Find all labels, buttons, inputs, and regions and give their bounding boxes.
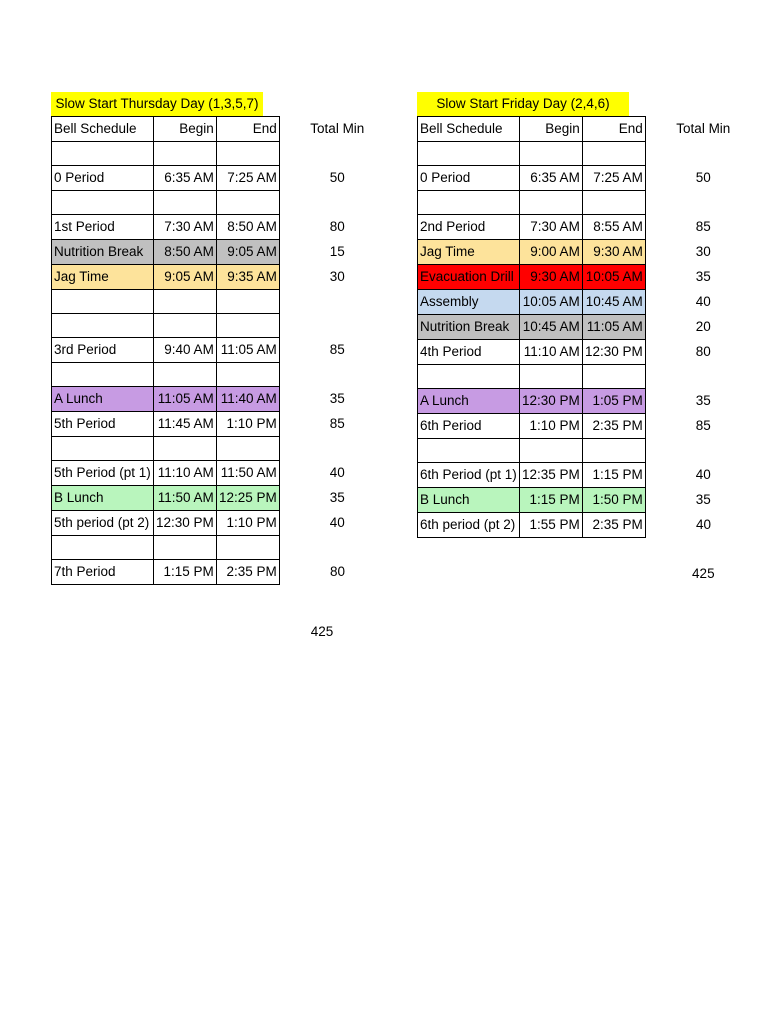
begin-time-cell: 6:35 AM — [153, 166, 216, 191]
begin-time-cell: 7:30 AM — [519, 215, 582, 240]
begin-time-cell: 6:35 AM — [519, 166, 582, 191]
end-time-cell: 1:50 PM — [582, 488, 645, 513]
table-row — [52, 486, 396, 511]
bell-period-cell — [418, 191, 520, 215]
table-row — [52, 215, 396, 240]
total-min-cell: 35 — [329, 490, 345, 505]
end-time-cell: 8:50 AM — [216, 215, 279, 240]
end-time-cell: 7:25 AM — [216, 166, 279, 191]
total-min-cell — [645, 365, 761, 389]
table-row — [52, 166, 396, 191]
bell-period-cell: B Lunch — [52, 486, 154, 511]
end-time-cell — [582, 365, 645, 389]
end-time-cell — [216, 191, 279, 215]
bell-period-cell: 0 Period — [418, 166, 520, 191]
end-time-cell — [582, 562, 645, 586]
end-time-cell: 1:15 PM — [582, 463, 645, 488]
bell-period-cell — [52, 142, 154, 166]
bell-period-cell — [418, 562, 520, 586]
end-time-cell: 10:45 AM — [582, 290, 645, 315]
end-time-cell: 1:10 PM — [216, 511, 279, 536]
table-row — [52, 412, 396, 437]
total-min-cell: 85 — [695, 418, 711, 433]
table-row — [52, 290, 396, 314]
table-row — [418, 240, 762, 265]
begin-time-cell: 9:30 AM — [519, 265, 582, 290]
table-row — [52, 511, 396, 536]
table-row — [418, 215, 762, 240]
end-time-cell: 12:30 PM — [582, 340, 645, 365]
total-min-cell: 35 — [695, 492, 711, 507]
begin-time-cell: 11:05 AM — [153, 387, 216, 412]
end-time-cell: 2:35 PM — [582, 513, 645, 538]
begin-time-cell: 12:30 PM — [153, 511, 216, 536]
total-min-cell: 40 — [329, 515, 345, 530]
bell-period-cell — [52, 290, 154, 314]
bell-period-cell: 2nd Period — [418, 215, 520, 240]
end-time-cell — [216, 290, 279, 314]
table-row — [52, 536, 396, 560]
table-header-row — [418, 117, 762, 142]
bell-period-cell: 4th Period — [418, 340, 520, 365]
begin-time-cell: 11:10 AM — [519, 340, 582, 365]
table-row — [418, 439, 762, 463]
begin-time-cell: 11:45 AM — [153, 412, 216, 437]
end-time-cell — [216, 536, 279, 560]
begin-time-cell — [153, 290, 216, 314]
bell-period-cell: 6th Period — [418, 414, 520, 439]
begin-time-cell: 10:45 AM — [519, 315, 582, 340]
total-min-cell: 20 — [695, 319, 711, 334]
bell-period-cell — [52, 314, 154, 338]
total-min-cell — [645, 191, 761, 215]
bell-period-cell: B Lunch — [418, 488, 520, 513]
end-time-cell — [216, 363, 279, 387]
bell-period-cell — [52, 191, 154, 215]
total-min-cell: 80 — [329, 219, 345, 234]
end-time-cell — [216, 142, 279, 166]
begin-time-cell: 12:35 PM — [519, 463, 582, 488]
begin-time-cell — [153, 437, 216, 461]
total-min-cell: 85 — [329, 416, 345, 431]
table-row — [52, 191, 396, 215]
table-row — [52, 142, 396, 166]
end-time-cell: 11:05 AM — [582, 315, 645, 340]
bell-period-cell — [418, 538, 520, 562]
begin-time-cell: 1:55 PM — [519, 513, 582, 538]
begin-time-cell: 9:05 AM — [153, 265, 216, 290]
bell-period-cell: Evacuation Drill — [418, 265, 520, 290]
begin-time-cell: 1:15 PM — [153, 560, 216, 585]
bell-period-cell — [52, 536, 154, 560]
bell-period-cell: 5th Period — [52, 412, 154, 437]
table-row — [52, 265, 396, 290]
bell-period-cell: 7th Period — [52, 560, 154, 585]
table-header-row — [52, 117, 396, 142]
total-min-cell: 50 — [329, 170, 345, 185]
table-row — [418, 488, 762, 513]
total-min-cell — [645, 439, 761, 463]
end-time-cell — [582, 142, 645, 166]
bell-period-cell — [418, 365, 520, 389]
friday-schedule — [417, 92, 762, 586]
end-time-cell: 8:55 AM — [582, 215, 645, 240]
total-min-cell: 80 — [330, 564, 346, 579]
begin-time-cell: 9:00 AM — [519, 240, 582, 265]
total-min-cell: 40 — [329, 465, 345, 480]
begin-time-cell — [153, 191, 216, 215]
begin-time-cell — [153, 314, 216, 338]
table-row — [418, 389, 762, 414]
end-time-cell — [216, 314, 279, 338]
begin-time-cell: 11:10 AM — [153, 461, 216, 486]
bell-period-cell — [418, 142, 520, 166]
end-time-cell: 12:25 PM — [216, 486, 279, 511]
bell-period-cell: 1st Period — [52, 215, 154, 240]
bell-period-cell: A Lunch — [52, 387, 154, 412]
end-time-cell: 11:05 AM — [216, 338, 279, 363]
total-min-cell: 80 — [695, 344, 711, 359]
begin-time-cell — [519, 538, 582, 562]
table-row — [418, 365, 762, 389]
header-total-min: Total Min — [676, 121, 731, 136]
bell-period-cell: Jag Time — [52, 265, 154, 290]
total-min-cell — [279, 142, 395, 166]
end-time-cell: 9:30 AM — [582, 240, 645, 265]
end-time-cell — [582, 538, 645, 562]
begin-time-cell — [519, 365, 582, 389]
header-end: End — [582, 117, 645, 142]
header-bell-schedule: Bell Schedule — [52, 117, 154, 142]
total-min-cell — [279, 290, 395, 314]
total-min-cell: 40 — [695, 294, 711, 309]
total-min-cell: 85 — [329, 342, 345, 357]
end-time-cell: 9:05 AM — [216, 240, 279, 265]
bell-period-cell: A Lunch — [418, 389, 520, 414]
table-row — [52, 240, 396, 265]
header-total-min: Total Min — [310, 121, 365, 136]
begin-time-cell — [519, 191, 582, 215]
begin-time-cell: 7:30 AM — [153, 215, 216, 240]
end-time-cell: 1:05 PM — [582, 389, 645, 414]
begin-time-cell — [519, 562, 582, 586]
total-min-cell: 50 — [695, 170, 711, 185]
end-time-cell: 10:05 AM — [582, 265, 645, 290]
begin-time-cell — [153, 363, 216, 387]
bell-period-cell — [418, 439, 520, 463]
friday-title: Slow Start Friday Day (2,4,6) — [417, 92, 629, 116]
table-row — [52, 461, 396, 486]
thursday-grand-total: 425 — [310, 624, 334, 639]
total-min-cell: 425 — [692, 565, 715, 581]
table-row — [418, 166, 762, 191]
total-min-cell: 35 — [329, 391, 345, 406]
table-row — [52, 437, 396, 461]
end-time-cell: 9:35 AM — [216, 265, 279, 290]
total-min-cell: 35 — [695, 269, 711, 284]
end-time-cell: 2:35 PM — [216, 560, 279, 585]
thursday-table — [51, 116, 396, 585]
table-row — [52, 387, 396, 412]
begin-time-cell: 1:15 PM — [519, 488, 582, 513]
begin-time-cell: 1:10 PM — [519, 414, 582, 439]
thursday-title: Slow Start Thursday Day (1,3,5,7) — [51, 92, 263, 116]
total-min-cell — [279, 437, 395, 461]
bell-period-cell: Nutrition Break — [52, 240, 154, 265]
bell-period-cell: 6th period (pt 2) — [418, 513, 520, 538]
begin-time-cell: 9:40 AM — [153, 338, 216, 363]
total-min-cell: 40 — [695, 467, 711, 482]
table-row — [52, 363, 396, 387]
table-row — [52, 560, 396, 585]
begin-time-cell: 11:50 AM — [153, 486, 216, 511]
begin-time-cell — [519, 439, 582, 463]
table-row — [52, 338, 396, 363]
table-row — [418, 265, 762, 290]
total-min-cell: 30 — [695, 244, 711, 259]
total-min-cell — [279, 314, 395, 338]
bell-period-cell — [52, 437, 154, 461]
bell-period-cell: 6th Period (pt 1) — [418, 463, 520, 488]
table-row — [418, 191, 762, 215]
end-time-cell: 7:25 AM — [582, 166, 645, 191]
table-row — [418, 562, 762, 586]
total-min-cell: 35 — [695, 393, 711, 408]
bell-period-cell: Assembly — [418, 290, 520, 315]
begin-time-cell: 10:05 AM — [519, 290, 582, 315]
total-min-cell: 85 — [695, 219, 711, 234]
begin-time-cell — [153, 536, 216, 560]
end-time-cell: 11:50 AM — [216, 461, 279, 486]
header-bell-schedule: Bell Schedule — [418, 117, 520, 142]
end-time-cell: 2:35 PM — [582, 414, 645, 439]
bell-period-cell: 5th Period (pt 1) — [52, 461, 154, 486]
table-row — [418, 142, 762, 166]
total-min-cell — [645, 142, 761, 166]
total-min-cell — [279, 363, 395, 387]
header-end: End — [216, 117, 279, 142]
bell-period-cell: Jag Time — [418, 240, 520, 265]
total-min-cell — [279, 191, 395, 215]
total-min-cell — [645, 538, 761, 562]
begin-time-cell — [153, 142, 216, 166]
end-time-cell — [216, 437, 279, 461]
end-time-cell: 1:10 PM — [216, 412, 279, 437]
table-row — [418, 340, 762, 365]
thursday-schedule — [51, 92, 396, 585]
end-time-cell — [582, 439, 645, 463]
bell-period-cell: 3rd Period — [52, 338, 154, 363]
table-row — [418, 513, 762, 538]
bell-period-cell: Nutrition Break — [418, 315, 520, 340]
total-min-cell: 30 — [329, 269, 345, 284]
friday-table — [417, 116, 762, 586]
total-min-cell: 40 — [696, 517, 712, 532]
header-begin: Begin — [153, 117, 216, 142]
begin-time-cell: 12:30 PM — [519, 389, 582, 414]
table-row — [52, 314, 396, 338]
table-row — [418, 414, 762, 439]
total-min-cell — [279, 536, 395, 560]
bell-period-cell: 0 Period — [52, 166, 154, 191]
end-time-cell — [582, 191, 645, 215]
table-row — [418, 538, 762, 562]
begin-time-cell: 8:50 AM — [153, 240, 216, 265]
bell-period-cell — [52, 363, 154, 387]
end-time-cell: 11:40 AM — [216, 387, 279, 412]
table-row — [418, 463, 762, 488]
bell-period-cell: 5th period (pt 2) — [52, 511, 154, 536]
table-row — [418, 315, 762, 340]
total-min-cell: 15 — [329, 244, 345, 259]
table-row — [418, 290, 762, 315]
header-begin: Begin — [519, 117, 582, 142]
begin-time-cell — [519, 142, 582, 166]
